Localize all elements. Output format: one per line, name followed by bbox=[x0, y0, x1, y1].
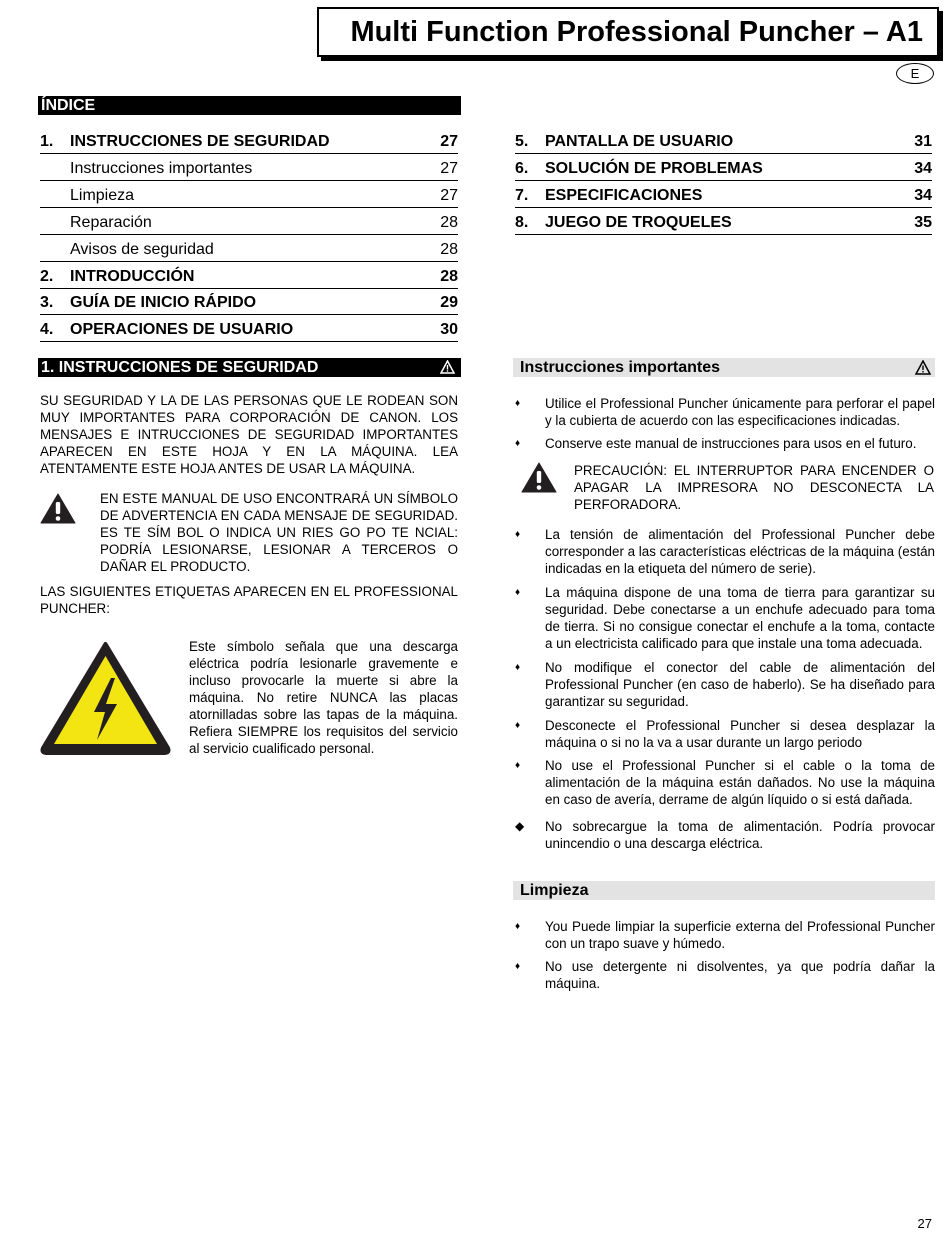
language-badge: E bbox=[896, 63, 934, 84]
toc-page: 30 bbox=[440, 321, 458, 338]
list-item bbox=[515, 717, 935, 751]
toc-label: INSTRUCCIONES DE SEGURIDAD bbox=[70, 133, 330, 150]
toc-page: 28 bbox=[440, 214, 458, 231]
toc-label: Avisos de seguridad bbox=[70, 241, 214, 258]
toc-entry[interactable] bbox=[515, 212, 932, 235]
warning-symbol-text: EN ESTE MANUAL DE USO ENCONTRARÁ UN SÍMBOLO DE ADVERTENCIA EN CADA MENSAJE DE SEGURIDAD. ES TE SÍM BOL O INDICA UN RIES GO PO TE NCIAL: PODRÍA LESIONARSE, LESIONAR A TERCEROS O DAÑAR EL PRODUCTO. bbox=[100, 491, 458, 574]
diamond-bullet-icon: ◆ bbox=[515, 819, 525, 833]
list-item-text: No use el Professional Puncher si el cable o la toma de alimentación de la máquina están dañados. No use la máquina en caso de avería, derrame de algún líquido o si está dañada. bbox=[545, 758, 935, 807]
toc-entry[interactable] bbox=[515, 131, 932, 154]
toc-label: Instrucciones importantes bbox=[70, 160, 253, 177]
list-item-text: La tensión de alimentación del Professional Puncher debe corresponder a las características eléctricas de la máquina (están indicadas en la etiqueta del número de serie). bbox=[545, 527, 936, 576]
toc-page: 34 bbox=[914, 187, 932, 204]
list-item-text: No sobrecargue la toma de alimentación. Podría provocar unincendio o una descarga eléctrica. bbox=[545, 819, 935, 851]
list-item-text: Utilice el Professional Puncher únicamente para perforar el papel y la cubierta de acuerdo con las especificaciones indicadas. bbox=[545, 396, 935, 428]
toc-entry[interactable] bbox=[515, 158, 932, 181]
list-item bbox=[515, 584, 935, 652]
shock-warning-text: Este símbolo señala que una descarga eléctrica podría lesionarle gravemente e incluso provocarle la muerte si abre la máquina. No retire NUNCA las placas atornilladas sobre las tapas de la máquina. Refiera SIEMPRE los requisitos del servicio al servicio cualificado personal. bbox=[189, 639, 458, 756]
toc-right bbox=[515, 131, 932, 236]
electric-shock-icon bbox=[39, 640, 172, 757]
toc-page: 29 bbox=[440, 294, 458, 311]
list-item bbox=[515, 818, 935, 852]
list-item bbox=[515, 659, 935, 710]
toc-label: SOLUCIÓN DE PROBLEMAS bbox=[545, 160, 763, 177]
toc-left bbox=[40, 131, 458, 341]
list-item bbox=[515, 526, 935, 577]
toc-entry[interactable] bbox=[40, 239, 458, 262]
warning-triangle-icon bbox=[521, 462, 557, 493]
toc-label: ESPECIFICACIONES bbox=[545, 187, 703, 204]
caution-text: PRECAUCIÓN: EL INTERRUPTOR PARA ENCENDER O APAGAR LA IMPRESORA NO DESCONECTA LA PERFORADORA. bbox=[574, 463, 934, 512]
toc-page: 35 bbox=[914, 214, 932, 231]
diamond-bullet-icon: ♦ bbox=[515, 720, 521, 731]
list-item-text: No use detergente ni disolventes, ya que podría dañar la máquina. bbox=[545, 959, 935, 991]
labels-text: LAS SIGUIENTES ETIQUETAS APARECEN EN EL PROFESSIONAL PUNCHER: bbox=[40, 584, 458, 616]
toc-label: JUEGO DE TROQUELES bbox=[545, 214, 732, 231]
list-item-text: No modifique el conector del cable de alimentación del Professional Puncher (en caso de haberlo). Se ha diseñado para garantizar su seguridad. bbox=[545, 660, 935, 709]
toc-label: Limpieza bbox=[70, 187, 135, 204]
page-number: 27 bbox=[917, 1216, 932, 1231]
safety-heading-label: 1. INSTRUCCIONES DE SEGURIDAD bbox=[41, 359, 319, 376]
toc-label: GUÍA DE INICIO RÁPIDO bbox=[70, 294, 257, 311]
diamond-bullet-icon: ♦ bbox=[515, 760, 521, 771]
toc-page: 28 bbox=[440, 241, 458, 258]
warning-triangle-icon bbox=[40, 493, 76, 524]
cleaning-heading bbox=[513, 881, 935, 900]
safety-heading bbox=[38, 358, 461, 377]
list-item bbox=[515, 395, 935, 429]
diamond-bullet-icon: ♦ bbox=[515, 587, 521, 598]
list-item-text: You Puede limpiar la superficie externa del Professional Puncher con un trapo suave y húmedo. bbox=[545, 919, 935, 951]
toc-entry[interactable] bbox=[40, 158, 458, 181]
document-title-box bbox=[317, 7, 939, 57]
toc-entry[interactable] bbox=[40, 185, 458, 208]
toc-num: 2. bbox=[40, 268, 54, 285]
list-item bbox=[515, 435, 935, 452]
toc-num: 3. bbox=[40, 294, 54, 311]
toc-num: 5. bbox=[515, 133, 529, 150]
toc-num: 1. bbox=[40, 133, 54, 150]
safety-intro: SU SEGURIDAD Y LA DE LAS PERSONAS QUE LE RODEAN SON MUY IMPORTANTES PARA CORPORACIÓN DE CANON. LOS MENSAJES E INTRUCCIONES DE SEGURIDAD IMPORTANTES APARECEN EN ESTE HOJA Y EN LA MÁQUINA. LEA ATENTAMENTE ESTE HOJA ANTES DE USAR LA MÁQUINA. bbox=[40, 393, 458, 476]
toc-label: OPERACIONES DE USUARIO bbox=[70, 321, 294, 338]
warning-triangle-icon bbox=[915, 360, 931, 375]
index-heading-label: ÍNDICE bbox=[41, 97, 96, 114]
list-item bbox=[515, 918, 935, 952]
important-heading bbox=[513, 358, 935, 377]
toc-page: 28 bbox=[440, 268, 458, 285]
list-item bbox=[515, 757, 935, 808]
list-item-text: Desconecte el Professional Puncher si desea desplazar la máquina o si no la va a usar durante un largo periodo bbox=[545, 718, 935, 750]
toc-page: 27 bbox=[440, 133, 458, 150]
toc-entry[interactable] bbox=[40, 266, 458, 289]
diamond-bullet-icon: ♦ bbox=[515, 529, 521, 540]
diamond-bullet-icon: ♦ bbox=[515, 438, 521, 449]
toc-num: 7. bbox=[515, 187, 529, 204]
diamond-bullet-icon: ♦ bbox=[515, 398, 521, 409]
toc-page: 31 bbox=[914, 133, 932, 150]
diamond-bullet-icon: ♦ bbox=[515, 921, 521, 932]
toc-label: PANTALLA DE USUARIO bbox=[545, 133, 734, 150]
document-title: Multi Function Professional Puncher – A1 bbox=[350, 16, 923, 48]
toc-entry[interactable] bbox=[40, 292, 458, 315]
toc-label: Reparación bbox=[70, 214, 152, 231]
toc-entry[interactable] bbox=[515, 185, 932, 208]
toc-page: 27 bbox=[440, 160, 458, 177]
toc-num: 6. bbox=[515, 160, 529, 177]
diamond-bullet-icon: ♦ bbox=[515, 961, 521, 972]
list-item-text: Conserve este manual de instrucciones para usos en el futuro. bbox=[545, 436, 917, 451]
toc-num: 8. bbox=[515, 214, 529, 231]
toc-num: 4. bbox=[40, 321, 54, 338]
cleaning-heading-label: Limpieza bbox=[520, 882, 589, 899]
important-heading-label: Instrucciones importantes bbox=[520, 359, 721, 376]
toc-entry[interactable] bbox=[40, 131, 458, 154]
list-item bbox=[515, 958, 935, 992]
toc-entry[interactable] bbox=[40, 212, 458, 235]
warning-triangle-icon bbox=[440, 360, 455, 374]
toc-page: 27 bbox=[440, 187, 458, 204]
toc-label: INTRODUCCIÓN bbox=[70, 268, 195, 285]
toc-page: 34 bbox=[914, 160, 932, 177]
toc-entry[interactable] bbox=[40, 319, 458, 342]
diamond-bullet-icon: ♦ bbox=[515, 662, 521, 673]
index-heading bbox=[38, 96, 461, 115]
list-item-text: La máquina dispone de una toma de tierra para garantizar su seguridad. Debe conectarse a un enchufe adecuado para toma de tierra. Si no consigue conectar el enchufe a la toma, contacte a un electricista calificado para que instale una toma adecuada. bbox=[545, 585, 935, 651]
